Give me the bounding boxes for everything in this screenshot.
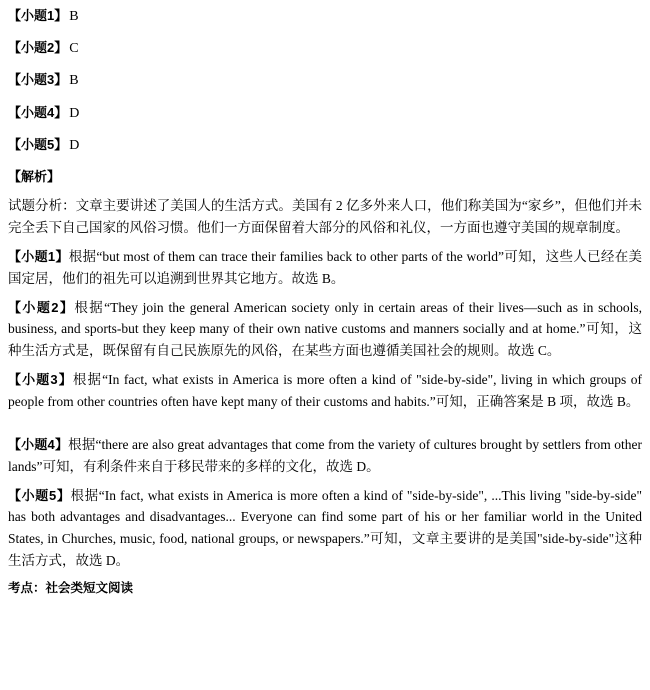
explanation-item xyxy=(8,246,642,290)
explanation-label: 【小题1】 xyxy=(8,248,69,264)
analysis-heading: 【解析】 xyxy=(8,168,61,184)
question-label: 【小题2】 xyxy=(8,40,68,56)
explanation-text: 根据“In fact, what exists in America is more often a kind of "side-by-side", living in which groups of people from other countries often have kept many of their customs and habits.”可知，正确答案是 B 项，故选 B。 xyxy=(8,372,642,409)
answer-value: B xyxy=(69,9,79,24)
explanation-item xyxy=(8,434,642,478)
answer-value: B xyxy=(69,73,79,89)
explanation-text: 根据“They join the general American society only in certain areas of their lives—such as in schools, business, and sports-but they keep many of their own native customs and manners socially and at home.”可知，这种生活方式是，既保留有自己民族原先的风俗，在某些方面也遵循美国社会的规则。故选 C。 xyxy=(8,299,643,359)
explanation-label: 【小题4】 xyxy=(8,436,69,452)
answer-row xyxy=(8,6,642,28)
explanation-text: 根据“there are also great advantages that come from the variety of cultures brought by settlers from other lands”可知，有利条件来自于移民带来的多样的文化，故选 D。 xyxy=(8,436,642,474)
question-label: 【小题3】 xyxy=(8,72,68,88)
explanation-label: 【小题2】 xyxy=(8,299,75,315)
question-label: 【小题4】 xyxy=(8,104,68,120)
answer-row xyxy=(8,38,642,60)
exam-point-note: 考点：社会类短文阅读 xyxy=(8,580,134,595)
explanation-item xyxy=(8,485,642,572)
analysis-overview: 试题分析：文章主要讲述了美国人的生活方式。美国有 2 亿多外来人口，他们称美国为“家乡”，但他们并未完全丢下自己国家的风俗习惯。他们一方面保留着大部分的风俗和礼仪，一方面也遵守美国的规章制度。 xyxy=(8,198,642,235)
answer-value: D xyxy=(69,105,80,121)
explanation-text: 根据“In fact, what exists in America is more often a kind of "side-by-side", ...This living "side-by-side" has both advantages and disadvantages... Everyone can find some part of his or her familiar world in the United States, in Churches, music, food, national groups, or newspapers.”可知，文章主要讲的是美国"side-by-side"这种生活方式，故选 D。 xyxy=(8,487,643,569)
answer-row xyxy=(8,135,642,157)
answer-value: C xyxy=(69,41,79,57)
explanation-label: 【小题3】 xyxy=(8,372,73,388)
paragraph-spacer xyxy=(8,420,642,434)
explanation-item xyxy=(8,369,642,413)
answer-row xyxy=(8,70,642,92)
answer-value: D xyxy=(69,137,80,153)
explanation-item xyxy=(8,297,642,363)
question-label: 【小题1】 xyxy=(8,8,68,23)
explanation-text: 根据“but most of them can trace their families back to other parts of the world”可知，这些人已经在美国定居，他们的祖先可以追溯到世界其它地方。故选 B。 xyxy=(8,248,642,286)
answer-row xyxy=(8,103,642,125)
explanation-label: 【小题5】 xyxy=(8,487,71,503)
question-label: 【小题5】 xyxy=(8,136,68,152)
